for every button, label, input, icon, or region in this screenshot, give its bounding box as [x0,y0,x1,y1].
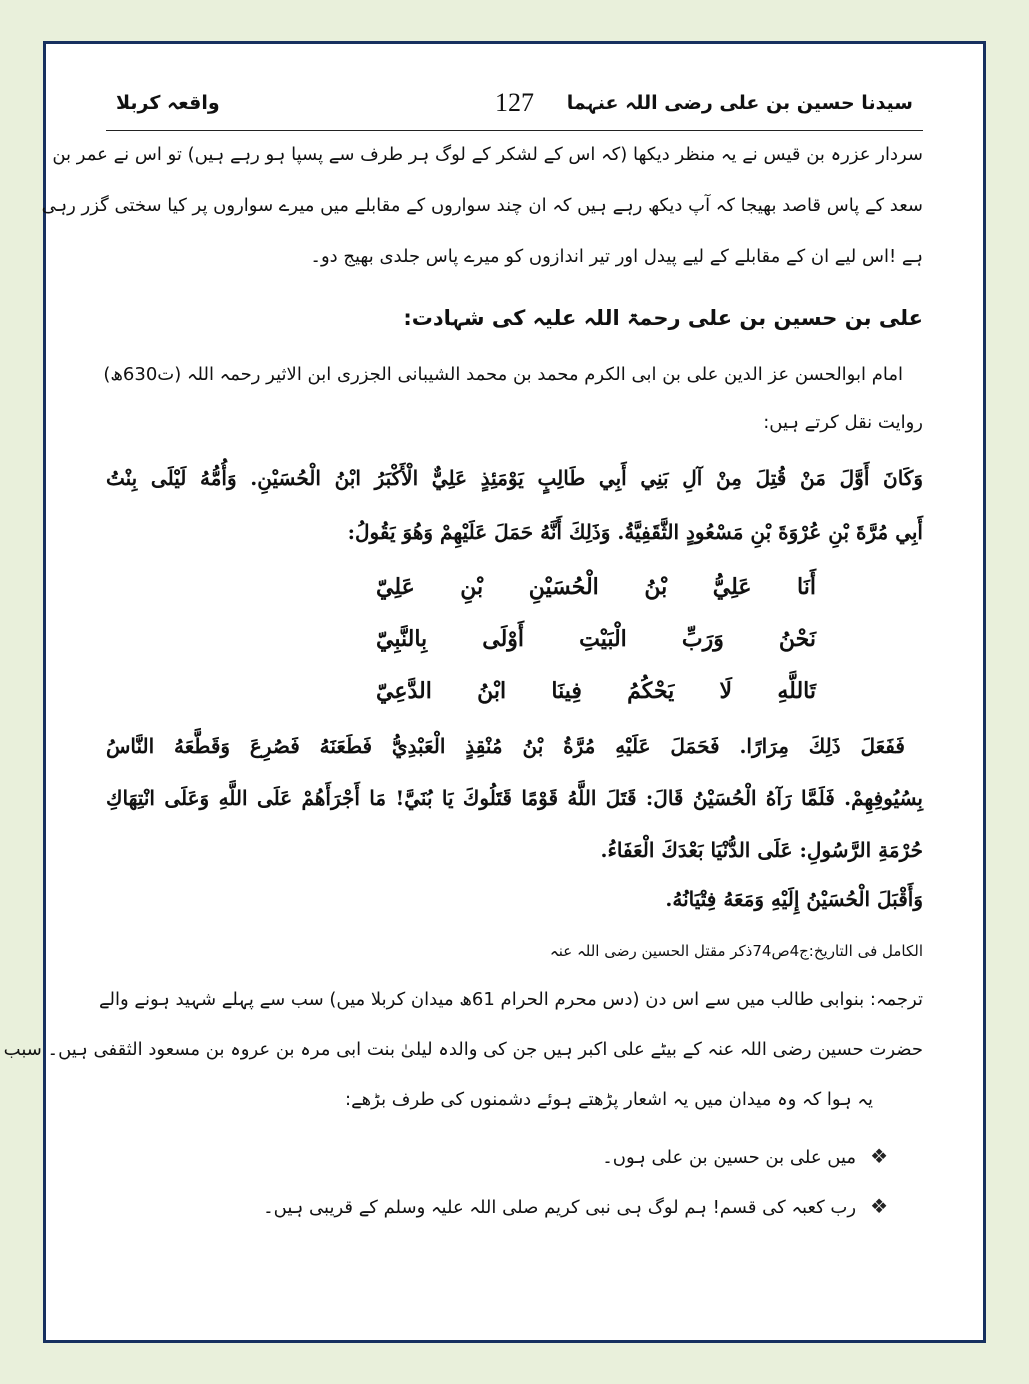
translation-line: حضرت حسین رضی اللہ عنہ کے بیٹے علی اکبر ہیں جن کی والدہ لیلیٰ بنت ابی مرہ بن عروہ بن مسعود الثقفی ہیں۔ سبب [3,1039,923,1060]
source-reference: الکامل فی التاریخ:ج4ص74ذکر مقتل الحسین رضی اللہ عنہ [549,942,923,960]
arabic-text-line: فَفَعَلَ ذَلِكَ مِرَارًا. فَحَمَلَ عَلَيْهِ مُرَّةُ بْنُ مُنْقِذٍ الْعَبْدِيُّ فَطَعَنَهُ فَصُرِعَ وَقَطَّعَهُ النَّاسُ [106,734,905,758]
paragraph-line: سردار عزرہ بن قیس نے یہ منظر دیکھا (کہ اس کے لشکر کے لوگ ہر طرف سے پسپا ہو رہے ہیں) تو اس نے عمر بن [52,144,923,165]
page-number: 127 [495,88,534,117]
arabic-text-line: وَأَقْبَلَ الْحُسَيْنُ إِلَيْهِ وَمَعَهُ فِتْيَانُهُ. [665,887,923,911]
poem-verse: نَحْنُ وَرَبِّ الْبَيْتِ أَوْلَى بِالنَّبِيّ [376,626,816,652]
bullet-item: ❖میں علی بن حسین بن علی ہوں۔ [602,1144,888,1168]
running-title-left: واقعہ کربلا [116,92,220,114]
document-page [3,41,986,1343]
arabic-text-line: حُرْمَةِ الرَّسُولِ: عَلَى الدُّنْيَا بَعْدَكَ الْعَفَاءُ. [600,838,923,862]
narration-line: روایت نقل کرتے ہیں: [763,412,923,433]
diamond-bullet-icon: ❖ [870,1194,888,1218]
diamond-bullet-icon: ❖ [870,1144,888,1168]
translation-line: ترجمہ: بنوابی طالب میں سے اس دن (دس محرم الحرام 61ھ میدان کربلا میں) سب سے پہلے شہید ہونے والے [98,989,923,1010]
arabic-text-line: بِسُيُوفِهِمْ. فَلَمَّا رَآهُ الْحُسَيْنُ قَالَ: قَتَلَ اللَّهُ قَوْمًا قَتَلُوكَ يَا بُنَيَّ! مَا أَجْرَأَهُمْ عَلَى اللَّهِ وَعَلَى انْتِهَاكِ [106,786,923,810]
running-title-right: سیدنا حسین بن علی رضی اللہ عنہما [566,92,913,114]
arabic-text-line: وَكَانَ أَوَّلَ مَنْ قُتِلَ مِنْ آلِ بَنِي أَبِي طَالِبٍ يَوْمَئِذٍ عَلِيٌّ الْأَكْبَرُ ابْنُ الْحُسَيْنِ. وَأُمُّهُ لَيْلَى بِنْتُ [106,466,923,490]
poem-verse: تَاللَّهِ لَا يَحْكُمُ فِينَا ابْنُ الدَّعِيّ [376,678,816,704]
paragraph-line: ہے !اس لیے ان کے مقابلے کے لیے پیدل اور تیر اندازوں کو میرے پاس جلدی بھیج دو۔ [310,246,923,267]
poem-verse: أَنَا عَلِيُّ بْنُ الْحُسَيْنِ بْنِ عَلِيّ [376,574,816,600]
page-header [106,86,923,131]
arabic-text-line: أَبِي مُرَّةَ بْنِ عُرْوَةَ بْنِ مَسْعُودٍ الثَّقَفِيَّةُ. وَذَلِكَ أَنَّهُ حَمَلَ عَلَيْهِمْ وَهُوَ يَقُولُ: [347,520,923,544]
narration-line: امام ابوالحسن عز الدین علی بن ابی الکرم محمد بن محمد الشیبانی الجزری ابن الاثیر رحمہ اللہ (ت630ھ) [103,364,903,385]
section-heading: علی بن حسین بن علی رحمۃ اللہ علیہ کی شہادت: [403,306,923,330]
translation-line: یہ ہوا کہ وہ میدان میں یہ اشعار پڑھتے ہوئے دشمنوں کی طرف بڑھے: [345,1089,873,1110]
paragraph-line: سعد کے پاس قاصد بھیجا کہ آپ دیکھ رہے ہیں کہ ان چند سواروں کے مقابلے میں میرے سواروں پر کیا سختی گزر رہی [41,195,923,216]
bullet-item: ❖رب کعبہ کی قسم! ہم لوگ ہی نبی کریم صلی اللہ علیہ وسلم کے قریبی ہیں۔ [263,1194,888,1218]
